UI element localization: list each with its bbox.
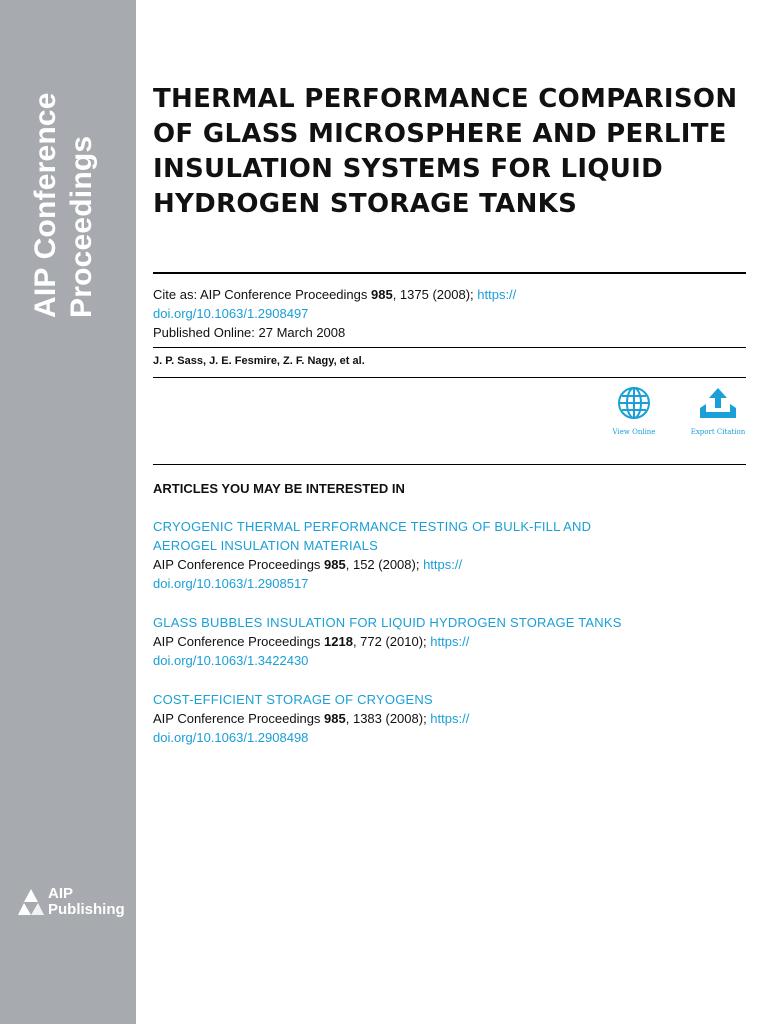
- journal-name[interactable]: [28, 92, 100, 318]
- divider: [153, 272, 746, 274]
- related-article-volume: 1218: [324, 634, 353, 649]
- aip-logo-icon: [18, 888, 44, 916]
- divider: [153, 347, 746, 348]
- related-article-source: AIP Conference Proceedings: [153, 634, 325, 649]
- related-article-source: AIP Conference Proceedings: [153, 711, 325, 726]
- sidebar: [0, 0, 136, 1024]
- related-article-volume: 985: [324, 711, 346, 726]
- related-article-year: , 152 (2008);: [345, 557, 424, 572]
- related-articles-heading: ARTICLES YOU MAY BE INTERESTED IN: [153, 481, 405, 496]
- export-citation-label: Export Citation: [690, 428, 746, 436]
- journal-name-line2: Proceedings: [65, 135, 98, 318]
- view-online-label: View Online: [612, 428, 656, 436]
- export-citation-button[interactable]: [683, 386, 753, 436]
- aip-publishing-logo[interactable]: [18, 886, 128, 920]
- related-article: [153, 690, 746, 747]
- authors[interactable]: J. P. Sass, J. E. Fesmire, Z. F. Nagy, et al.: [153, 355, 365, 367]
- related-article-doi-link[interactable]: doi.org/10.1063/1.3422430: [153, 653, 309, 668]
- article-title: THERMAL PERFORMANCE COMPARISON OF GLASS MICROSPHERE AND PERLITE INSULATION SYSTEMS FOR LIQUID HYDROGEN STORAGE TANKS: [153, 84, 738, 219]
- cite-prefix: Cite as: AIP Conference Proceedings: [153, 287, 371, 302]
- divider: [153, 377, 746, 378]
- related-article-doi-link[interactable]: https://: [430, 711, 470, 726]
- related-article-title[interactable]: GLASS BUBBLES INSULATION FOR LIQUID HYDROGEN STORAGE TANKS: [153, 615, 622, 630]
- related-article-doi-link[interactable]: doi.org/10.1063/1.2908498: [153, 730, 309, 745]
- related-article-doi-link[interactable]: doi.org/10.1063/1.2908517: [153, 576, 309, 591]
- publisher-line1: AIP: [48, 885, 74, 902]
- publisher-line2: Publishing: [48, 901, 125, 918]
- related-article: [153, 613, 746, 670]
- cite-suffix: , 1375 (2008);: [392, 287, 478, 302]
- cite-volume: 985: [371, 287, 393, 302]
- globe-icon: [617, 386, 651, 420]
- related-article-doi-link[interactable]: https://: [430, 634, 470, 649]
- divider: [153, 464, 746, 465]
- cite-doi-link-part2[interactable]: doi.org/10.1063/1.2908497: [153, 306, 309, 321]
- related-article-title[interactable]: COST-EFFICIENT STORAGE OF CRYOGENS: [153, 692, 433, 707]
- published-date: Published Online: 27 March 2008: [153, 325, 346, 340]
- related-article-volume: 985: [324, 557, 346, 572]
- related-article-year: , 1383 (2008);: [345, 711, 431, 726]
- related-article-source: AIP Conference Proceedings: [153, 557, 325, 572]
- related-article-doi-link[interactable]: https://: [423, 557, 463, 572]
- view-online-button[interactable]: [599, 386, 669, 436]
- journal-name-line1: AIP Conference: [29, 92, 62, 318]
- citation: [153, 285, 743, 342]
- related-article: [153, 517, 746, 593]
- related-article-title[interactable]: AEROGEL INSULATION MATERIALS: [153, 538, 378, 553]
- cite-doi-link-part1[interactable]: https://: [477, 287, 517, 302]
- related-article-year: , 772 (2010);: [352, 634, 431, 649]
- export-icon: [698, 386, 738, 420]
- related-article-title[interactable]: CRYOGENIC THERMAL PERFORMANCE TESTING OF BULK-FILL AND: [153, 519, 592, 534]
